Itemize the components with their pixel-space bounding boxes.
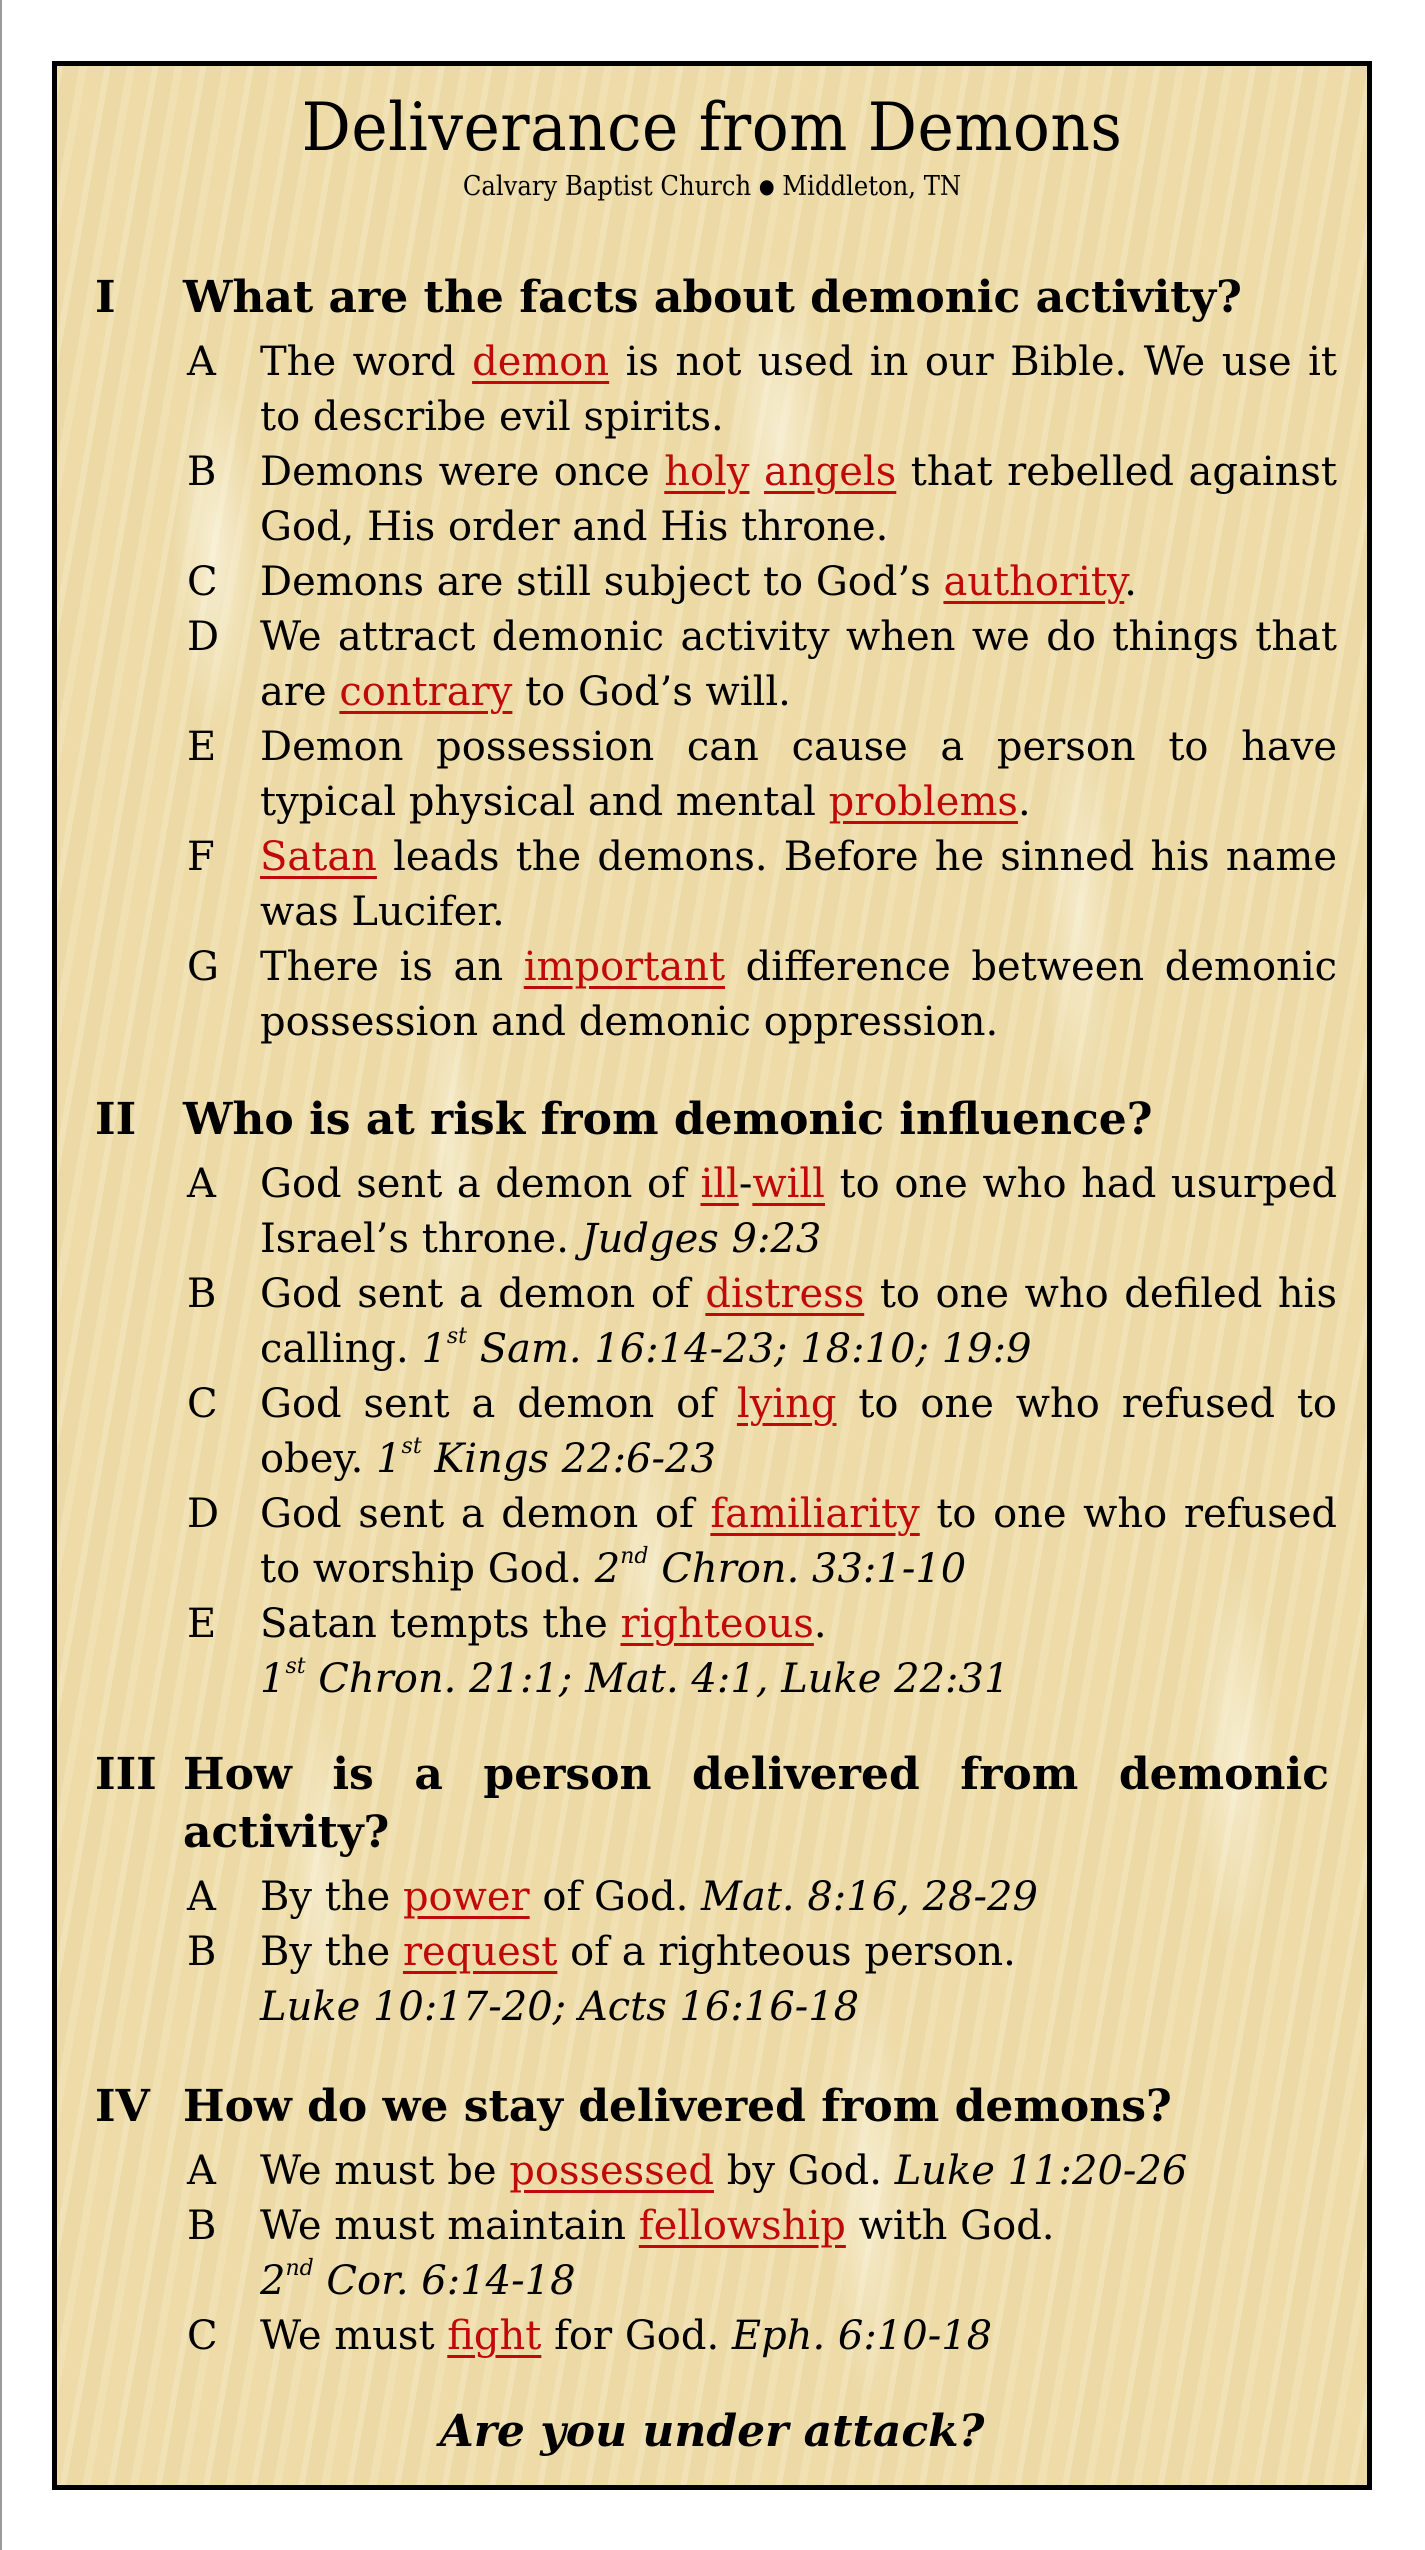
reference-text: Luke 11:20-26 (894, 2148, 1188, 2194)
reference-text: Chron. 33:1-10 (648, 1546, 967, 1592)
scripture-reference (376, 1436, 716, 1482)
item-text: of God. (529, 1874, 702, 1920)
keyword: request (402, 1929, 558, 1975)
reference-ordinal: 1 (421, 1326, 447, 1372)
reference-ordinal-suffix: nd (285, 2256, 314, 2281)
item-text: leads the demons. Before he sinned his name was Lucifer. (260, 834, 1337, 935)
item-text: . (813, 1601, 827, 1647)
item-text: Demons are still subject to God’s (260, 559, 944, 605)
section-heading-text: Who is at risk from demonic influence? (183, 1094, 1153, 1145)
item-text: The word (260, 339, 473, 385)
item-text: Satan tempts the (260, 1601, 621, 1647)
item-letter: G (187, 944, 219, 990)
item-letter: C (187, 1381, 218, 1427)
item-text: By the (260, 1929, 403, 1975)
section-4 (57, 2078, 1367, 2364)
page-edge-rule (0, 0, 2, 2550)
tract-card (52, 61, 1372, 2490)
section-heading-text: What are the facts about demonic activity? (183, 272, 1242, 323)
outline-item (57, 2144, 1367, 2199)
reference-text: Luke 10:17-20; Acts 16:16-18 (260, 1984, 860, 2030)
item-text: We must (260, 2313, 448, 2359)
item-letter: C (187, 559, 218, 605)
keyword: power (402, 1874, 530, 1920)
keyword: lying (736, 1381, 837, 1427)
reference-ordinal: 2 (260, 2258, 286, 2304)
outline-item (57, 335, 1367, 445)
scripture-reference (260, 1652, 1337, 1707)
outline-item (57, 940, 1367, 1050)
keyword: familiarity (710, 1491, 920, 1537)
item-text: to God’s will. (512, 669, 791, 715)
keyword: important (523, 944, 726, 990)
scripture-reference (421, 1326, 1031, 1372)
outline-item (57, 1487, 1367, 1597)
section-heading (57, 1746, 1367, 1862)
section-numeral: IV (95, 2081, 150, 2132)
item-text: There is an (260, 944, 524, 990)
reference-ordinal-suffix: st (401, 1434, 422, 1459)
item-text: We must be (260, 2148, 510, 2194)
section-numeral: III (95, 1749, 157, 1800)
closing-question: Are you under attack? (439, 2406, 985, 2457)
item-text: to one who had usurped Israel’s throne. (260, 1161, 1337, 1262)
keyword: will (752, 1161, 825, 1207)
outline-item (57, 1267, 1367, 1377)
item-letter: A (187, 1161, 216, 1207)
item-letter: A (187, 339, 216, 385)
section-numeral: II (95, 1094, 137, 1145)
outline-item (57, 2199, 1367, 2309)
outline-item (57, 610, 1367, 720)
reference-text: Judges 9:23 (581, 1216, 822, 1262)
scripture-reference (595, 1546, 966, 1592)
bullet-separator: ● (758, 174, 775, 198)
item-text: We must maintain (260, 2203, 639, 2249)
scripture-reference (895, 2148, 1188, 2194)
keyword: angels (764, 449, 897, 495)
item-letter: D (187, 614, 220, 660)
item-text: Demons were once (260, 449, 665, 495)
item-letter: B (187, 1929, 217, 1975)
reference-ordinal-suffix: nd (620, 1544, 649, 1569)
item-text (750, 449, 765, 495)
scripture-reference (260, 2254, 1337, 2309)
item-text: By the (260, 1874, 403, 1920)
keyword: authority (943, 559, 1125, 605)
item-text: . (1124, 559, 1137, 605)
item-text: God sent a demon of (260, 1271, 706, 1317)
item-text: God sent a demon of (260, 1381, 737, 1427)
reference-text: Sam. 16:14-23; 18:10; 19:9 (467, 1326, 1032, 1372)
keyword: righteous (620, 1601, 814, 1647)
keyword: possessed (509, 2148, 714, 2194)
reference-text: Cor. 6:14-18 (313, 2258, 576, 2304)
section-3 (57, 1746, 1367, 2035)
item-text: difference between demonic possession and demonic oppression. (260, 944, 1338, 1045)
section-1 (57, 269, 1367, 1050)
item-text: to one who refused to obey. (260, 1381, 1337, 1482)
item-text: . (1017, 779, 1031, 825)
item-text: Demon possession can cause a person to have typical physical and mental (260, 724, 1337, 825)
item-letter: B (187, 1271, 217, 1317)
church-location: Middleton, TN (782, 171, 962, 202)
reference-text: Mat. 8:16, 28-29 (701, 1874, 1038, 1920)
item-letter: E (187, 724, 217, 770)
item-text: God sent a demon of (260, 1161, 701, 1207)
outline-item (57, 830, 1367, 940)
outline-item (57, 1925, 1367, 2035)
section-heading (57, 269, 1367, 327)
item-text: by God. (714, 2148, 895, 2194)
item-letter: D (187, 1491, 220, 1537)
page-title: Deliverance from Demons (301, 89, 1123, 166)
reference-text: Eph. 6:10-18 (731, 2313, 993, 2359)
outline-item (57, 2309, 1367, 2364)
item-letter: A (187, 2148, 216, 2194)
item-text: is not used in our Bible. We use it to describe evil spirits. (260, 339, 1337, 440)
outline-item (57, 720, 1367, 830)
scripture-reference (582, 1216, 822, 1262)
keyword: Satan (260, 834, 377, 880)
keyword: fight (447, 2313, 542, 2359)
scripture-reference (701, 1874, 1038, 1920)
item-text: God sent a demon of (260, 1491, 711, 1537)
reference-ordinal: 1 (376, 1436, 402, 1482)
item-text: with God. (845, 2203, 1055, 2249)
section-heading (57, 1091, 1367, 1149)
section-heading (57, 2078, 1367, 2136)
item-letter: B (187, 2203, 217, 2249)
item-text: to one who defiled his calling. (260, 1271, 1338, 1372)
keyword: fellowship (638, 2203, 846, 2249)
item-text: for God. (541, 2313, 732, 2359)
item-text: We attract demonic activity when we do things that are (260, 614, 1337, 715)
section-heading-text: How do we stay delivered from demons? (183, 2081, 1172, 2132)
keyword: demon (472, 339, 610, 385)
reference-ordinal: 2 (594, 1546, 621, 1592)
outline-item (57, 1377, 1367, 1487)
keyword: contrary (339, 669, 513, 715)
item-letter: A (187, 1874, 216, 1920)
item-letter: F (187, 834, 215, 880)
section-heading-text: How is a person delivered from demonic activity? (183, 1749, 1329, 1858)
church-name: Calvary Baptist Church (462, 171, 752, 202)
item-text: to one who refused to worship God. (260, 1491, 1337, 1592)
keyword: distress (705, 1271, 865, 1317)
item-letter: E (187, 1601, 217, 1647)
item-letter: C (187, 2313, 218, 2359)
reference-text: Chron. 21:1; Mat. 4:1, Luke 22:31 (305, 1656, 1010, 1702)
reference-ordinal-suffix: st (285, 1654, 306, 1679)
section-2 (57, 1091, 1367, 1707)
outline-item (57, 555, 1367, 610)
keyword: ill (700, 1161, 739, 1207)
reference-text: Kings 22:6-23 (421, 1436, 716, 1482)
reference-ordinal-suffix: st (446, 1324, 468, 1349)
item-text: that rebelled against God, His order and His throne. (260, 449, 1338, 550)
subtitle (123, 169, 1302, 204)
outline-item (57, 445, 1367, 555)
reference-ordinal: 1 (260, 1656, 286, 1702)
section-numeral: I (95, 272, 116, 323)
item-letter: B (187, 449, 217, 495)
scripture-reference (732, 2313, 992, 2359)
outline-item (57, 1157, 1367, 1267)
keyword: holy (664, 449, 750, 495)
keyword: problems (828, 779, 1018, 825)
scripture-reference (260, 1980, 1337, 2035)
outline-item (57, 1597, 1367, 1707)
outline-item (57, 1870, 1367, 1925)
item-text: of a righteous person. (557, 1929, 1016, 1975)
item-text: - (738, 1161, 753, 1207)
